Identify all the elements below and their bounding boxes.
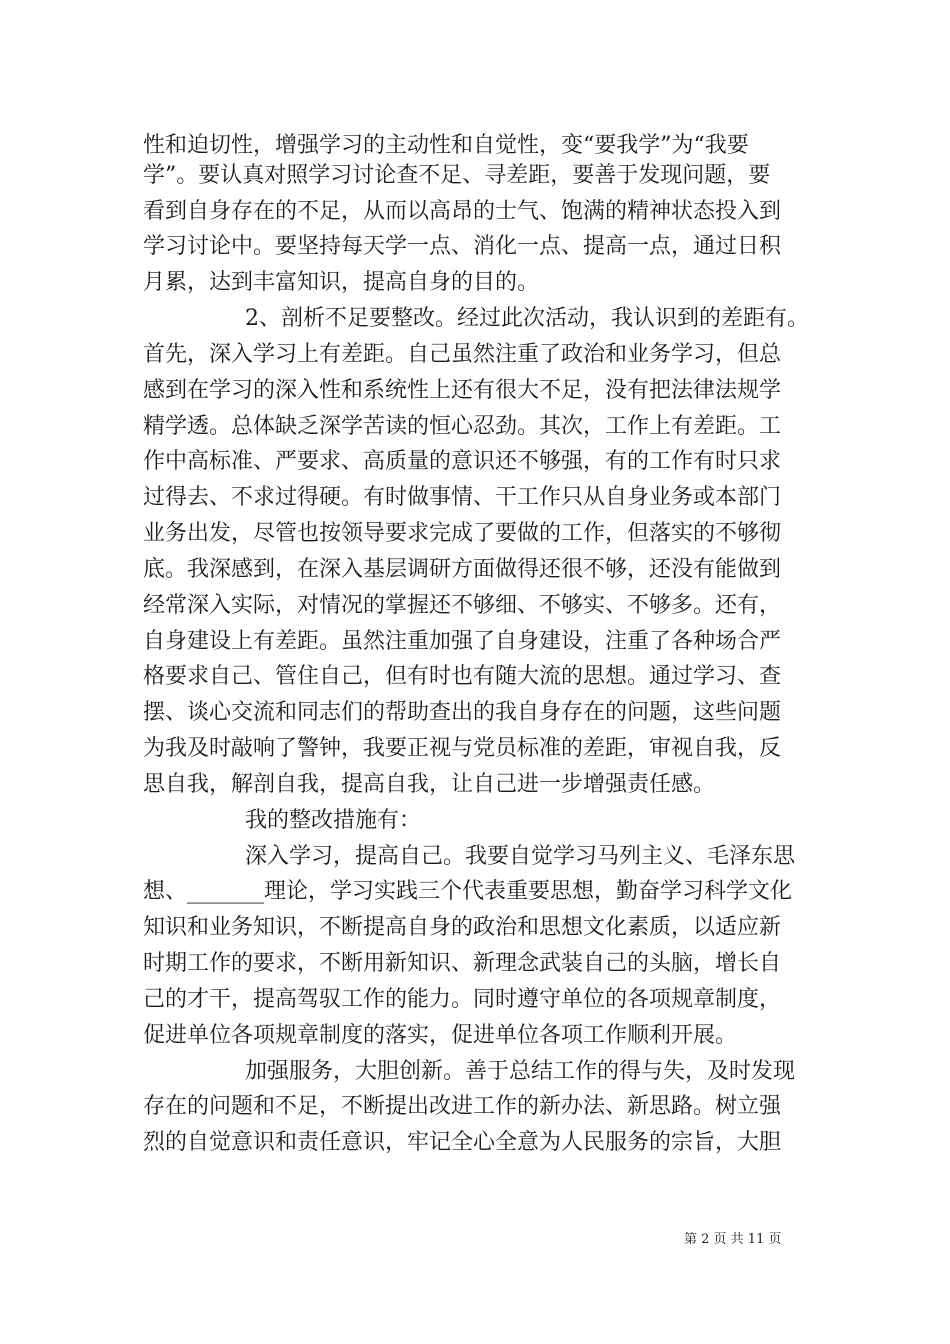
text-line: 摆、谈心交流和同志们的帮助查出的我自身存在的问题，这些问题 xyxy=(143,700,782,725)
text-line: 作中高标准、严要求、高质量的意识还不够强，有的工作有时只求 xyxy=(143,449,782,474)
text-line: 加强服务，大胆创新。善于总结工作的得与失，及时发现 xyxy=(245,1059,796,1084)
text-line: 学”。要认真对照学习讨论查不足、寻差距，要善于发现问题，要 xyxy=(143,163,771,188)
text-line: 精学透。总体缺乏深学苦读的恒心忍劲。其次，工作上有差距。工 xyxy=(143,414,782,439)
text-line: 深入学习，提高自己。我要自觉学习马列主义、毛泽东思 xyxy=(245,844,796,869)
text-line: 想、_______理论，学习实践三个代表重要思想，勤奋学习科学文化 xyxy=(143,879,793,904)
text-line: 首先，深入学习上有差距。自己虽然注重了政治和业务学习，但总 xyxy=(143,342,782,367)
text-line: 看到自身存在的不足，从而以高昂的士气、饱满的精神状态投入到 xyxy=(143,199,782,224)
text-line: 经常深入实际，对情况的掌握还不够细、不够实、不够多。还有， xyxy=(143,593,782,618)
text-line: 性和迫切性，增强学习的主动性和自觉性，变“要我学”为“我要 xyxy=(143,133,749,158)
text-line: 时期工作的要求，不断用新知识、新理念武装自己的头脑，增长自 xyxy=(143,951,782,976)
text-line: 存在的问题和不足，不断提出改进工作的新办法、新思路。树立强 xyxy=(143,1094,782,1119)
page-number-footer: 第 2 页 共 11 页 xyxy=(684,1232,782,1247)
text-line: 为我及时敲响了警钟，我要正视与党员标准的差距，审视自我，反 xyxy=(143,736,782,761)
text-line: 感到在学习的深入性和系统性上还有很大不足，没有把法律法规学 xyxy=(143,378,782,403)
text-line: 我的整改措施有： xyxy=(245,808,422,833)
text-line: 烈的自觉意识和责任意识，牢记全心全意为人民服务的宗旨，大胆 xyxy=(143,1130,782,1155)
text-line: 业务出发，尽管也按领导要求完成了要做的工作，但落实的不够彻 xyxy=(143,521,782,546)
text-line: 思自我，解剖自我，提高自我，让自己进一步增强责任感。 xyxy=(143,772,716,797)
text-line: 学习讨论中。要坚持每天学一点、消化一点、提高一点，通过日积 xyxy=(143,234,782,259)
text-line: 促进单位各项规章制度的落实，促进单位各项工作顺利开展。 xyxy=(143,1023,738,1048)
text-line: 月累，达到丰富知识，提高自身的目的。 xyxy=(143,270,540,295)
text-line: 格要求自己、管住自己，但有时也有随大流的思想。通过学习、查 xyxy=(143,664,782,689)
text-line: 底。我深感到，在深入基层调研方面做得还很不够，还没有能做到 xyxy=(143,557,782,582)
text-line: 知识和业务知识，不断提高自身的政治和思想文化素质，以适应新 xyxy=(143,915,782,940)
text-line: 2、剖析不足要整改。经过此次活动，我认识到的差距有。 xyxy=(245,306,809,331)
text-line: 己的才干，提高驾驭工作的能力。同时遵守单位的各项规章制度， xyxy=(143,987,782,1012)
text-line: 过得去、不求过得硬。有时做事情、干工作只从自身业务或本部门 xyxy=(143,485,782,510)
text-line: 自身建设上有差距。虽然注重加强了自身建设，注重了各种场合严 xyxy=(143,629,782,654)
